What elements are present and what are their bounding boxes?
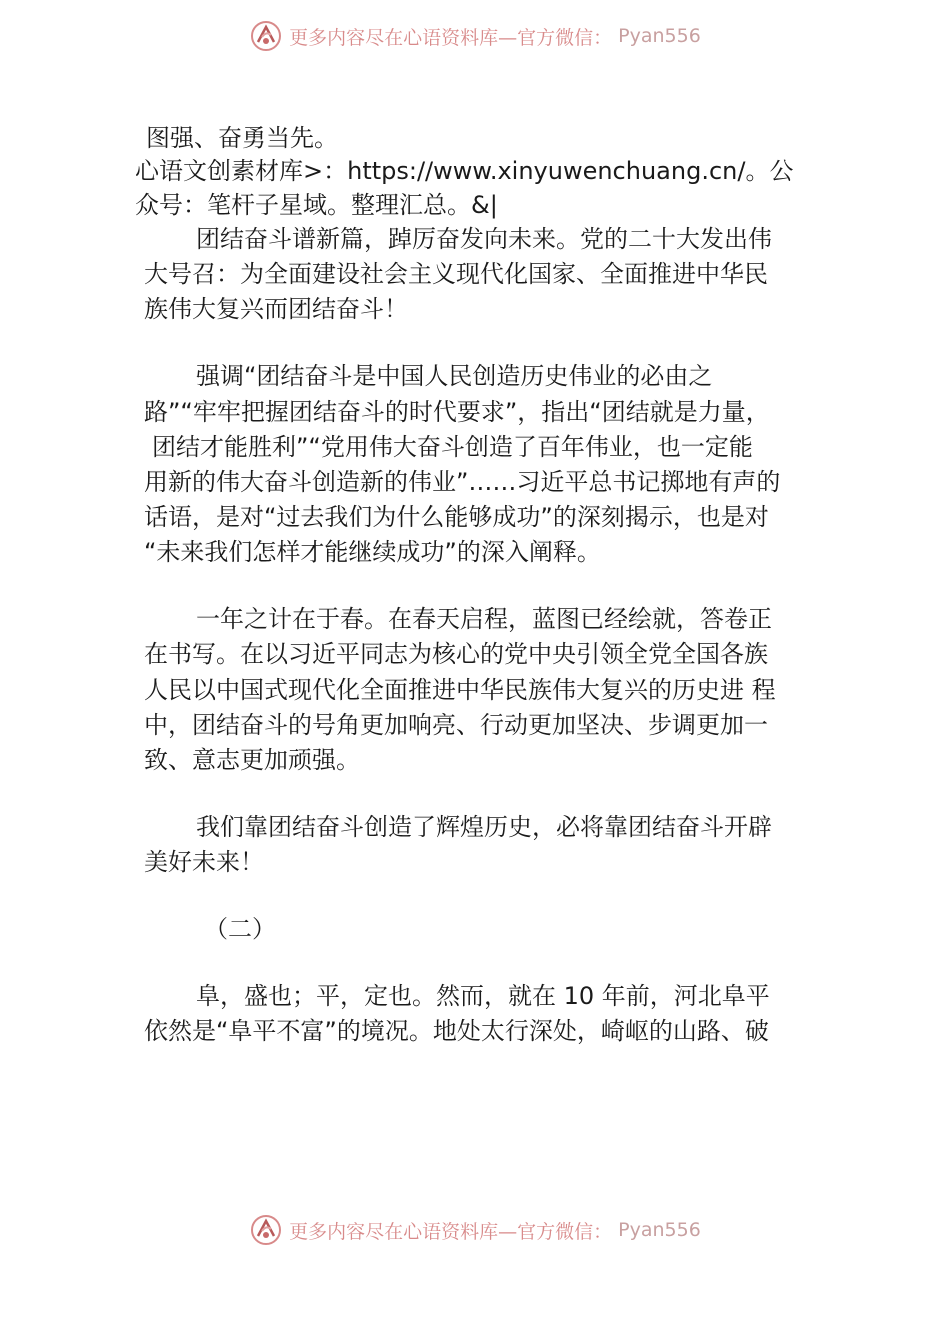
text-line: 大号召：为全面建设社会主义现代化国家、全面推进中华民 bbox=[144, 260, 768, 288]
text-line: 路”“牢牢把握团结奋斗的时代要求”，指出“团结就是力量， bbox=[144, 398, 770, 426]
section-heading: （二） bbox=[204, 915, 276, 943]
watermark-header bbox=[0, 16, 950, 56]
text-line: 美好未来！ bbox=[144, 848, 264, 876]
text-line: 依然是“阜平不富”的境况。地处太行深处，崎岖的山路、破 bbox=[144, 1017, 769, 1045]
text-line: 话语，是对“过去我们为什么能够成功”的深刻揭示，也是对 bbox=[144, 503, 769, 531]
seal-logo-icon bbox=[249, 19, 283, 53]
text-line: 阜，盛也；平，定也。然而，就在 10 年前，河北阜平 bbox=[196, 982, 770, 1010]
text-line: 中，团结奋斗的号角更加响亮、行动更加坚决、步调更加一 bbox=[144, 711, 768, 739]
text-line: 强调“团结奋斗是中国人民创造历史伟业的必由之 bbox=[196, 362, 713, 390]
text-line: 一年之计在于春。在春天启程，蓝图已经绘就，答卷正 bbox=[196, 605, 772, 633]
watermark-footer bbox=[0, 1210, 950, 1250]
text-line: 人民以中国式现代化全面推进中华民族伟大复兴的历史进 程 bbox=[144, 676, 776, 704]
text-line: 在书写。在以习近平同志为核心的党中央引领全党全国各族 bbox=[144, 640, 768, 668]
watermark-account: Pyan556 bbox=[618, 1219, 701, 1241]
text-line: 团结才能胜利”“党用伟大奋斗创造了百年伟业，也一定能 bbox=[152, 433, 753, 461]
text-line: 团结奋斗谱新篇，踔厉奋发向未来。党的二十大发出伟 bbox=[196, 225, 772, 253]
text-line: 心语文创素材库>：https://www.xinyuwenchuang.cn/。公 bbox=[135, 157, 794, 185]
seal-logo-icon bbox=[249, 1213, 283, 1247]
watermark-text: 更多内容尽在心语资料库—官方微信： bbox=[289, 26, 613, 49]
text-line: 众号：笔杆子星域。整理汇总。&| bbox=[135, 191, 498, 219]
text-line: 我们靠团结奋斗创造了辉煌历史，必将靠团结奋斗开辟 bbox=[196, 813, 772, 841]
text-line: “未来我们怎样才能继续成功”的深入阐释。 bbox=[144, 538, 601, 566]
watermark-text: 更多内容尽在心语资料库—官方微信： bbox=[289, 1220, 613, 1243]
text-line: 用新的伟大奋斗创造新的伟业”……习近平总书记掷地有声的 bbox=[144, 468, 781, 496]
text-line: 致、意志更加顽强。 bbox=[144, 746, 360, 774]
text-line: 图强、奋勇当先。 bbox=[146, 124, 338, 152]
watermark-account: Pyan556 bbox=[618, 25, 701, 47]
text-line: 族伟大复兴而团结奋斗！ bbox=[144, 295, 408, 323]
